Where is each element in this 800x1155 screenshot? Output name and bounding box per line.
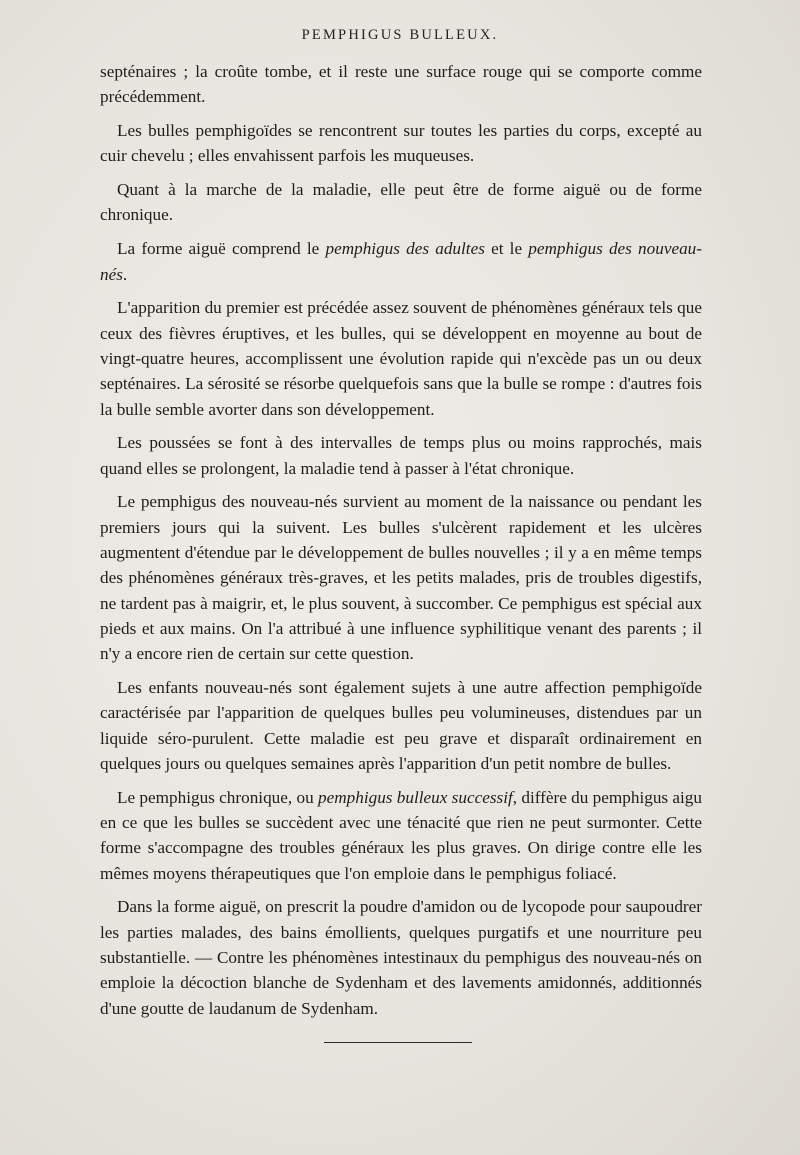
running-title: PEMPHIGUS BULLEUX. — [301, 27, 499, 43]
paragraph — [100, 894, 702, 1020]
body-text — [100, 59, 702, 1029]
paragraph — [100, 59, 702, 110]
text-run: Quant à la marche de la maladie, elle peut être de forme aiguë ou de forme chronique. — [100, 180, 702, 225]
text-run: septénaires ; la croûte tombe, et il reste une surface rouge qui se comporte comme précédemment. — [100, 62, 702, 107]
paragraph — [100, 785, 702, 886]
italic-term: pemphigus des adultes — [325, 239, 485, 259]
text-run: et le — [484, 239, 529, 259]
paragraph — [100, 675, 702, 776]
paragraph — [100, 118, 702, 169]
text-run: L'apparition du premier est précédée assez souvent de phénomènes généraux tels que ceux des fièvres éruptives, et les bulles, qui se développent en moyenne au bout de vingt-quatre heures, accomplissent une évolution rapide qui n'excède pas un ou deux septénaires. La sérosité se résorbe quelquefois sans que la bulle se rompe : d'autres fois la bulle semble avorter dans son développement. — [100, 298, 702, 419]
paragraph — [100, 430, 702, 481]
italic-term: pemphigus bulleux successif — [318, 787, 513, 807]
end-rule-divider — [324, 1042, 472, 1043]
text-run: Les enfants nouveau-nés sont également sujets à une autre affection pemphigoïde caractérisée par l'apparition de quelques bulles peu volumineuses, distendues par un liquide séro-purulent. Cette maladie est peu grave et disparaît ordinairement en quelques jours ou quelques semaines après l'apparition d'un petit nombre de bulles. — [100, 678, 702, 773]
text-run: Les bulles pemphigoïdes se rencontrent sur toutes les parties du corps, excepté au cuir chevelu ; elles envahissent parfois les muqueuses. — [100, 121, 702, 166]
italic-term: pemphigus des nouveau-nés — [100, 239, 702, 284]
text-run: , diffère du pemphigus aigu en ce que les bulles se succèdent avec une ténacité que rien ne peut surmonter. Cette forme s'accompagne des troubles généraux les plus graves. On dirige contre elle les mêmes moyens thérapeutiques que l'on emploie dans le pemphigus foliacé. — [100, 787, 702, 883]
paragraph — [100, 295, 702, 421]
text-run: Les poussées se font à des intervalles de temps plus ou moins rapprochés, mais quand elles se prolongent, la maladie tend à passer à l'état chronique. — [100, 433, 702, 478]
text-run: Le pemphigus des nouveau-nés survient au moment de la naissance ou pendant les premiers jours qui la suivent. Les bulles s'ulcèrent rapidement et les ulcères augmentent d'étendue par le développement de bulles nouvelles ; il y a en même temps des phénomènes généraux très-graves, et les petits malades, pris de troubles digestifs, ne tardent pas à maigrir, et, le plus souvent, à succomber. Ce pemphigus est spécial aux pieds et aux mains. On l'a attribué à une influence syphilitique venant des parents ; il n'y a encore rien de certain sur cette question. — [100, 492, 702, 664]
text-run: La forme aiguë comprend le — [117, 239, 326, 259]
paragraph — [100, 489, 702, 666]
paragraph — [100, 236, 702, 287]
text-run: Dans la forme aiguë, on prescrit la poudre d'amidon ou de lycopode pour saupoudrer les parties malades, des bains émollients, quelques purgatifs et une nourriture peu substantielle. — Contre les phénomènes intestinaux du pemphigus des nouveau-nés on emploie la décoction blanche de Sydenham et des lavements amidonnés, additionnés d'une goutte de laudanum de Sydenham. — [100, 897, 702, 1018]
paragraph — [100, 177, 702, 228]
text-run: Le pemphigus chronique, ou — [117, 787, 318, 807]
text-run: . — [122, 264, 128, 284]
